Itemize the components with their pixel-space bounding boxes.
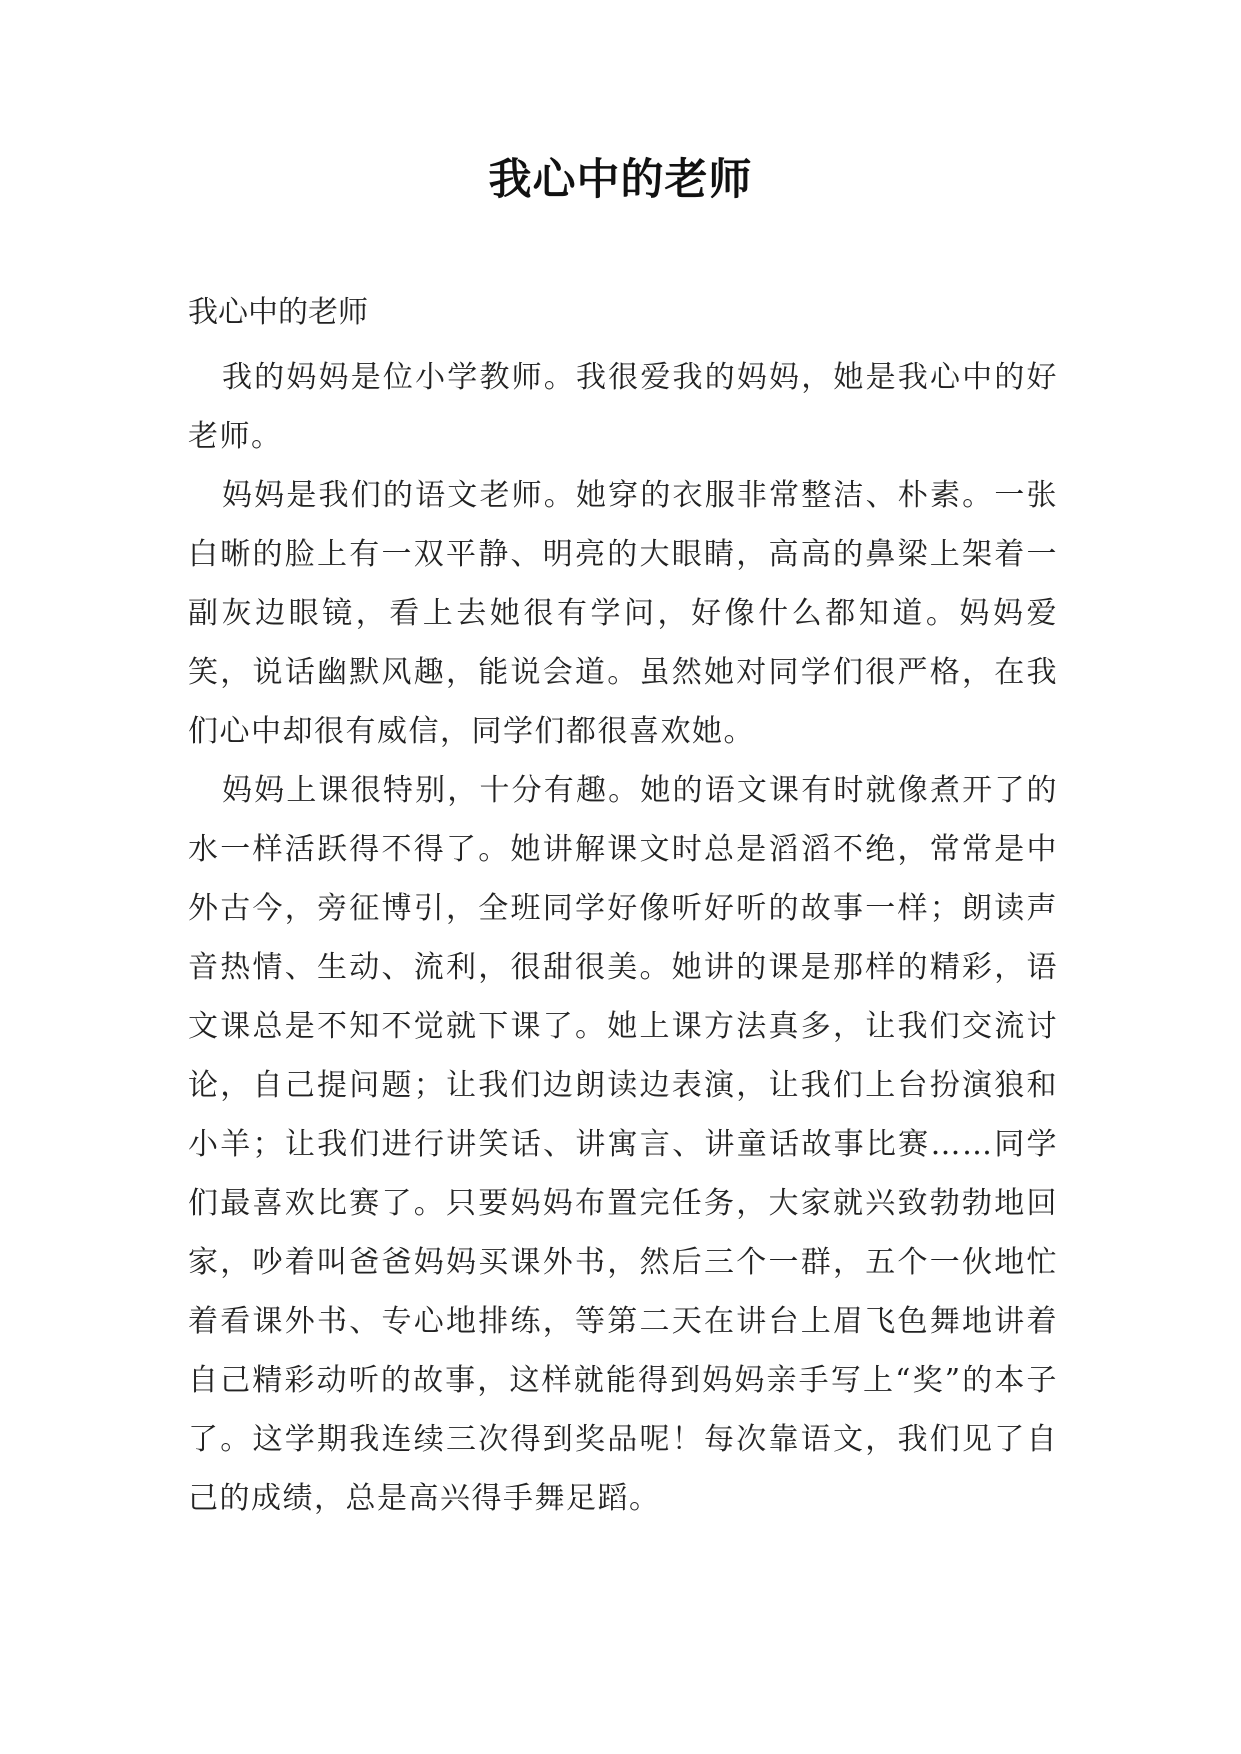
paragraph: 我的妈妈是位小学教师。我很爱我的妈妈，她是我心中的好老师。 — [188, 360, 1058, 454]
paragraph: 妈妈是我们的语文老师。她穿的衣服非常整洁、朴素。一张白晰的脸上有一双平静、明亮的大眼睛，高高的鼻梁上架着一副灰边眼镜，看上去她很有学问，好像什么都知道。妈妈爱笑，说话幽默风趣，能说会道。虽然她对同学们很严格，在我们心中却很有威信，同学们都很喜欢她。 — [188, 478, 1058, 749]
essay-heading: 我心中的老师 — [188, 295, 368, 330]
document-title: 我心中的老师 — [488, 155, 753, 205]
paragraph: 妈妈上课很特别，十分有趣。她的语文课有时就像煮开了的水一样活跃得不得了。她讲解课文时总是滔滔不绝，常常是中外古今，旁征博引，全班同学好像听好听的故事一样；朗读声音热情、生动、流利，很甜很美。她讲的课是那样的精彩，语文课总是不知不觉就下课了。她上课方法真多，让我们交流讨论，自己提问题；让我们边朗读边表演，让我们上台扮演狼和小羊；让我们进行讲笑话、讲寓言、讲童话故事比赛……同学们最喜欢比赛了。只要妈妈布置完任务，大家就兴致勃勃地回家，吵着叫爸爸妈妈买课外书，然后三个一群，五个一伙地忙着看课外书、专心地排练，等第二天在讲台上眉飞色舞地讲着自己精彩动听的故事，这样就能得到妈妈亲手写上“奖”的本子了。这学期我连续三次得到奖品呢！每次靠语文，我们见了自己的成绩，总是高兴得手舞足蹈。 — [188, 773, 1058, 1516]
essay-body — [188, 348, 1058, 1528]
